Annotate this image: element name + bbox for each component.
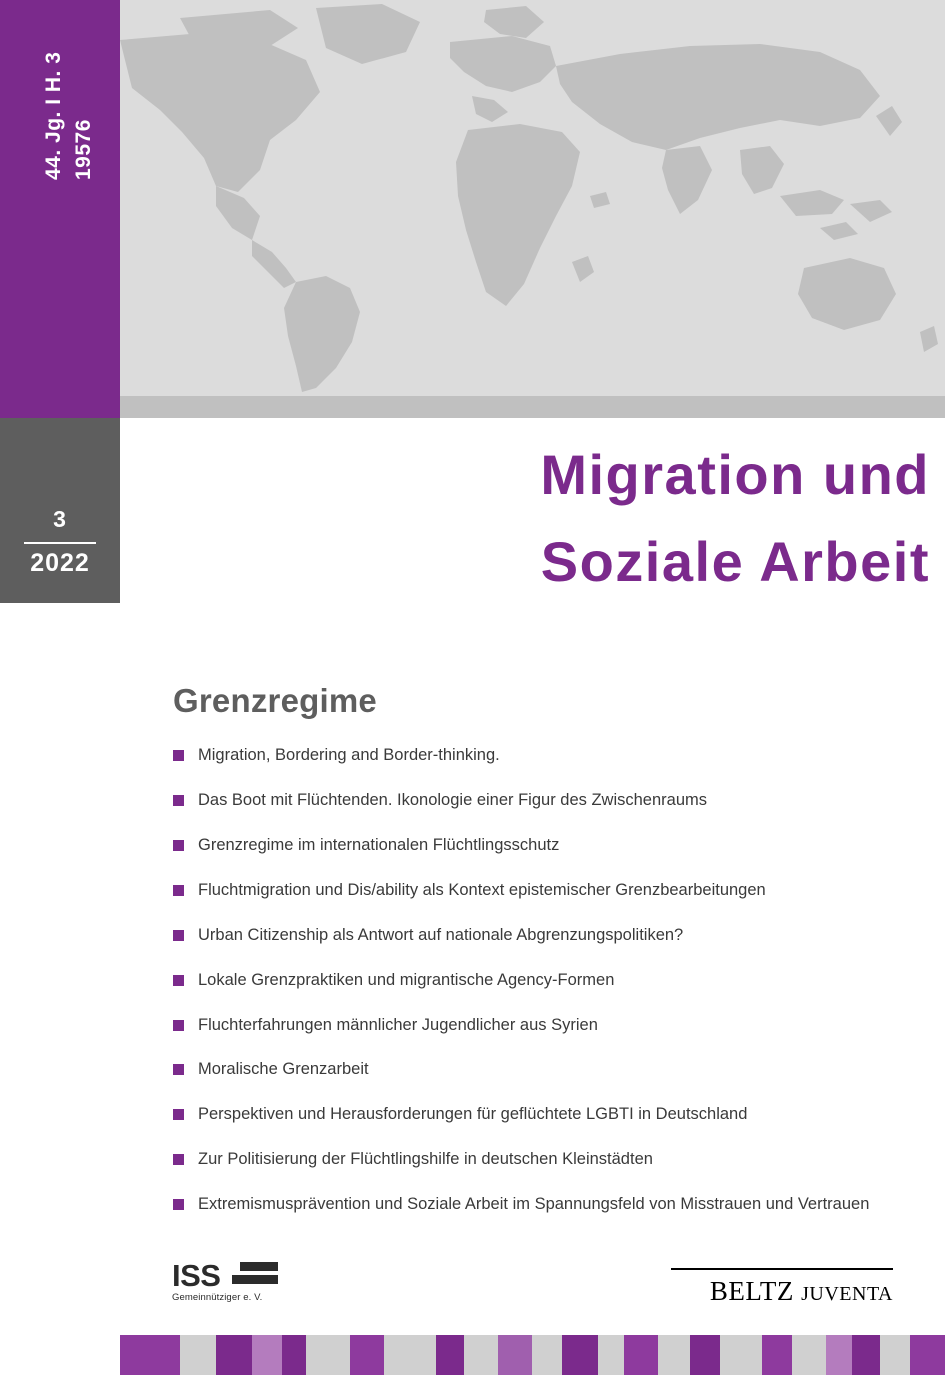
list-item <box>173 1103 873 1127</box>
color-swatch <box>436 1335 464 1375</box>
list-item-label: Lokale Grenzpraktiken und migrantische Agency-Formen <box>198 970 615 989</box>
color-swatch <box>826 1335 852 1375</box>
color-swatch <box>624 1335 658 1375</box>
list-item-label: Perspektiven und Herausforderungen für geflüchtete LGBTI in Deutschland <box>198 1105 748 1124</box>
color-swatch <box>910 1335 945 1375</box>
theme-heading: Grenzregime <box>173 682 377 719</box>
issue-number: 3 <box>53 506 67 532</box>
color-swatch <box>180 1335 216 1375</box>
iss-logo-text: ISS <box>172 1258 221 1293</box>
iss-logo <box>172 1258 282 1312</box>
volume-spine <box>0 0 120 418</box>
list-item-label: Fluchterfahrungen männlicher Jugendlicher aus Syrien <box>198 1015 598 1034</box>
list-item <box>173 1058 873 1082</box>
issue-year: 2022 <box>30 549 90 577</box>
bullet-square-icon <box>173 1020 184 1031</box>
list-item-label: Moralische Grenzarbeit <box>198 1060 369 1079</box>
color-swatch <box>384 1335 436 1375</box>
color-swatch <box>562 1335 598 1375</box>
bullet-square-icon <box>173 795 184 806</box>
world-map-illustration <box>0 0 945 418</box>
issn-label: 19576 <box>72 119 95 180</box>
color-swatch <box>306 1335 350 1375</box>
color-swatch <box>762 1335 792 1375</box>
color-swatch <box>498 1335 532 1375</box>
color-swatch <box>690 1335 720 1375</box>
world-map-svg <box>120 0 945 396</box>
color-swatch <box>0 1335 120 1375</box>
publisher-juventa: JUVENTA <box>801 1283 893 1305</box>
color-swatch <box>464 1335 498 1375</box>
iss-logo-bar-bottom-icon <box>232 1275 278 1284</box>
color-swatch <box>120 1335 180 1375</box>
list-item <box>173 969 873 993</box>
list-item-label: Extremismusprävention und Soziale Arbeit im Spannungsfeld von Misstrauen und Vertrauen <box>198 1195 870 1214</box>
bullet-square-icon <box>173 1109 184 1120</box>
journal-title-line-2: Soziale Arbeit <box>540 529 930 593</box>
volume-spine-text <box>0 0 120 418</box>
bullet-square-icon <box>173 975 184 986</box>
publisher-rule <box>671 1268 893 1270</box>
publisher-beltz: BELTZ <box>709 1276 794 1306</box>
list-item <box>173 1014 873 1038</box>
list-item <box>173 924 873 948</box>
list-item <box>173 879 873 903</box>
table-of-contents <box>173 744 873 1238</box>
list-item-label: Urban Citizenship als Antwort auf nationale Abgrenzungspolitiken? <box>198 925 684 944</box>
issue-divider <box>24 542 96 544</box>
publisher-name <box>671 1276 893 1307</box>
bullet-square-icon <box>173 840 184 851</box>
bullet-square-icon <box>173 1064 184 1075</box>
issue-box <box>0 418 120 603</box>
bullet-square-icon <box>173 1154 184 1165</box>
list-item-label: Grenzregime im internationalen Flüchtlingsschutz <box>198 835 560 854</box>
map-bottom-strip <box>0 396 945 418</box>
color-swatch <box>350 1335 384 1375</box>
volume-label: 44. Jg. I H. 3 <box>42 51 65 180</box>
publisher-logo <box>671 1268 893 1307</box>
list-item-label: Das Boot mit Flüchtenden. Ikonologie einer Figur des Zwischenraums <box>198 790 707 809</box>
bullet-square-icon <box>173 1199 184 1210</box>
color-swatch <box>720 1335 762 1375</box>
color-swatch <box>252 1335 282 1375</box>
list-item <box>173 789 873 813</box>
list-item-label: Fluchtmigration und Dis/ability als Kontext epistemischer Grenzbearbeitungen <box>198 880 766 899</box>
color-swatch <box>282 1335 306 1375</box>
iss-logo-bar-top-icon <box>240 1262 278 1271</box>
list-item <box>173 744 873 768</box>
color-swatch <box>658 1335 690 1375</box>
bullet-square-icon <box>173 885 184 896</box>
bottom-color-strip <box>0 1335 945 1375</box>
journal-title-line-1: Migration und <box>540 443 930 506</box>
color-swatch <box>852 1335 880 1375</box>
list-item-label: Zur Politisierung der Flüchtlingshilfe in deutschen Kleinstädten <box>198 1150 653 1169</box>
list-item <box>173 834 873 858</box>
list-item-label: Migration, Bordering and Border-thinking. <box>198 746 500 764</box>
journal-title <box>410 432 930 606</box>
color-swatch <box>880 1335 910 1375</box>
color-swatch <box>216 1335 252 1375</box>
iss-logo-subtitle: Gemeinnütziger e. V. <box>172 1292 263 1303</box>
color-swatch <box>792 1335 826 1375</box>
bullet-square-icon <box>173 930 184 941</box>
color-swatch <box>532 1335 562 1375</box>
list-item <box>173 1193 873 1217</box>
color-swatch <box>598 1335 624 1375</box>
bullet-square-icon <box>173 750 184 761</box>
list-item <box>173 1148 873 1172</box>
